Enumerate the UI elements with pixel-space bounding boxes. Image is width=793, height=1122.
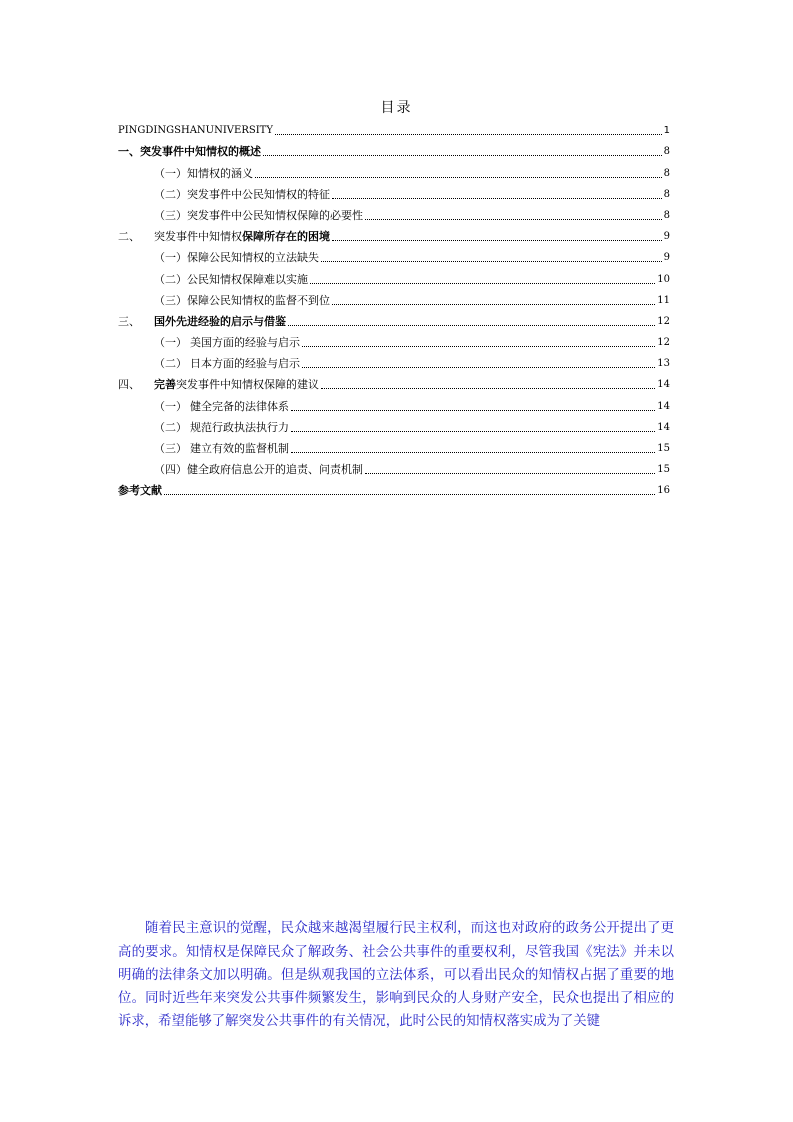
toc-entry[interactable]	[118, 351, 670, 372]
toc-page-number: 8	[663, 209, 670, 221]
toc-page-number: 9	[663, 252, 670, 264]
toc-entry-label: 美国方面的经验与启示	[190, 336, 300, 350]
toc-entry[interactable]	[118, 393, 670, 414]
toc-entry-label: 建立有效的监督机制	[190, 442, 289, 455]
toc-entry[interactable]	[118, 118, 670, 139]
toc-entry-label: （三）突发事件中公民知情权保障的必要性	[154, 208, 363, 222]
toc-entry-label: 突发事件中知情权	[154, 230, 242, 244]
toc-page-number: 13	[657, 358, 670, 370]
toc-entry[interactable]	[118, 372, 670, 393]
toc-entry[interactable]	[118, 457, 670, 478]
toc-entry-label: （四）健全政府信息公开的追责、问责机制	[154, 463, 363, 477]
toc-entry-number: 二、	[118, 230, 140, 244]
toc-entry-number: 四、	[118, 378, 140, 392]
table-of-contents	[118, 118, 670, 499]
toc-page-number: 9	[663, 231, 670, 243]
toc-entry[interactable]	[118, 224, 670, 245]
toc-leader-dots	[332, 197, 662, 199]
toc-entry[interactable]	[118, 415, 670, 436]
toc-page-number: 12	[657, 337, 670, 349]
toc-entry[interactable]	[118, 266, 670, 287]
toc-entry-label: 突发事件中知情权保障的建议	[176, 378, 319, 392]
toc-entry-number: 三、	[118, 314, 140, 328]
toc-entry[interactable]	[118, 436, 670, 457]
toc-entry-label: （二）突发事件中公民知情权的特征	[154, 187, 330, 201]
toc-leader-dots	[275, 133, 662, 135]
toc-entry-number: （二）	[154, 420, 187, 434]
toc-page-number: 1	[663, 125, 670, 137]
toc-entry[interactable]	[118, 330, 670, 351]
toc-leader-dots	[365, 218, 662, 220]
toc-entry-label: 健全完备的法律体系	[190, 399, 289, 413]
toc-entry-number: （一）	[154, 336, 187, 350]
abstract-paragraph: 随着民主意识的觉醒，民众越来越渴望履行民主权利，而这也对政府的政务公开提出了更高的要求。知情权是保障民众了解政务、社会公共事件的重要权利，尽管我国《宪法》并未以明确的法律条文加以明确。但是纵观我国的立法体系，可以看出民众的知情权占据了重要的地位。同时近些年来突发公共事件频繁发生，影响到民众的人身财产安全，民众也提出了相应的诉求，希望能够了解突发公共事件的有关情况，此时公民的知情权落实成为了关键	[118, 921, 674, 1030]
toc-leader-dots	[302, 345, 655, 347]
toc-entry-label: 规范行政执法执行力	[190, 420, 289, 434]
toc-page-number: 16	[657, 485, 670, 497]
toc-leader-dots	[164, 493, 655, 495]
toc-leader-dots	[302, 366, 655, 368]
toc-entry[interactable]	[118, 309, 670, 330]
toc-page-number: 14	[657, 379, 670, 391]
toc-page-number: 14	[657, 421, 670, 433]
toc-leader-dots	[321, 260, 662, 262]
toc-entry-label-bold: 保障所存在的困境	[242, 230, 330, 244]
toc-page-number: 8	[663, 146, 670, 158]
toc-leader-dots	[291, 430, 655, 432]
toc-page-number: 10	[657, 273, 670, 285]
toc-entry[interactable]	[118, 139, 670, 160]
toc-entry[interactable]	[118, 160, 670, 181]
toc-entry-label: （二）公民知情权保障难以实施	[154, 272, 308, 286]
toc-page-number: 15	[657, 464, 670, 476]
toc-entry-label-bold: 参考文献	[118, 484, 162, 498]
toc-entry[interactable]	[118, 203, 670, 224]
toc-entry-label-bold: 国外先进经验的启示与借鉴	[154, 314, 286, 328]
toc-leader-dots	[365, 472, 655, 474]
toc-entry[interactable]	[118, 288, 670, 309]
toc-entry-number: （二）	[154, 357, 187, 371]
toc-page-number: 8	[663, 188, 670, 200]
toc-entry-label: （一）保障公民知情权的立法缺失	[154, 251, 319, 265]
toc-leader-dots	[288, 324, 655, 326]
toc-page-number: 12	[657, 315, 670, 327]
toc-leader-dots	[255, 176, 662, 178]
toc-entry[interactable]	[118, 245, 670, 266]
toc-entry-number: （三）	[154, 442, 187, 455]
toc-leader-dots	[291, 451, 655, 453]
toc-leader-dots	[332, 239, 662, 241]
toc-entry-label: 一、突发事件中知情权的概述	[118, 145, 261, 159]
toc-page-number: 11	[657, 294, 670, 306]
toc-entry-label: PINGDINGSHANUNIVERSITY	[118, 125, 273, 137]
toc-page-number: 8	[663, 167, 670, 179]
toc-page-number: 15	[657, 443, 670, 454]
toc-leader-dots	[310, 282, 655, 284]
toc-leader-dots	[263, 154, 662, 156]
toc-entry-label: （一）知情权的涵义	[154, 166, 253, 180]
toc-leader-dots	[321, 387, 655, 389]
toc-entry-label: 日本方面的经验与启示	[190, 357, 300, 371]
toc-entry[interactable]	[118, 478, 670, 499]
toc-leader-dots	[291, 409, 655, 411]
toc-leader-dots	[332, 303, 655, 305]
toc-entry-label-bold: 完善	[154, 378, 176, 392]
toc-entry-number: （一）	[154, 399, 187, 413]
toc-page-number: 14	[657, 400, 670, 412]
toc-entry[interactable]	[118, 182, 670, 203]
toc-title: 目录	[380, 100, 413, 116]
toc-entry-label: （三）保障公民知情权的监督不到位	[154, 293, 330, 307]
